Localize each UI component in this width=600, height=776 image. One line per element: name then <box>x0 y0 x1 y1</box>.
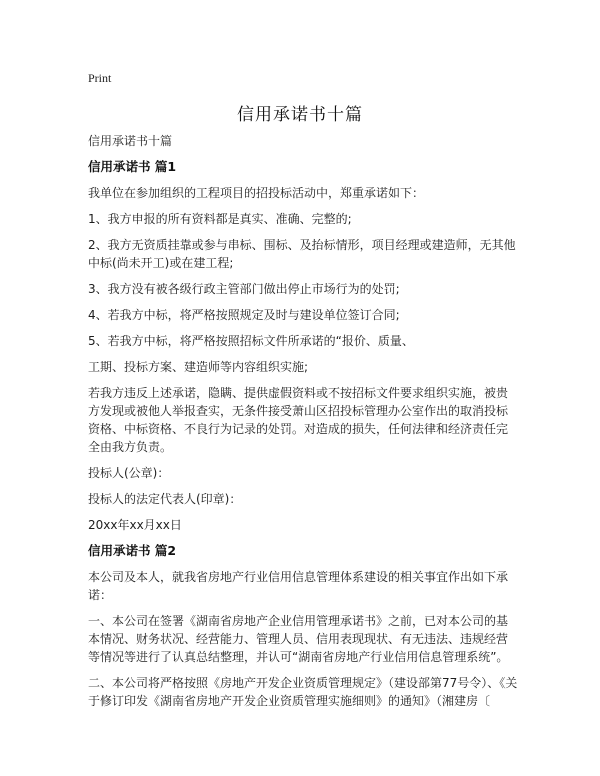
document-subtitle: 信用承诺书十篇 <box>88 134 173 148</box>
document-body <box>88 132 518 718</box>
paragraph: 若我方违反上述承诺，隐瞒、提供虚假资料或不按招标文件要求组织实施，被贵方发现或被他人举报查实，无条件接受萧山区招投标管理办公室作出的取消投标资格、中标资格、不良行为记录的处罚。对造成的损失，任何法律和经济责任完全由我方负责。 <box>88 386 509 454</box>
signature-line: 投标人的法定代表人(印章)： <box>88 492 242 506</box>
section-heading-1: 信用承诺书 篇1 <box>88 159 177 174</box>
list-item: 1、我方申报的所有资料都是真实、准确、完整的; <box>88 212 352 226</box>
list-item: 4、若我方中标，将严格按照规定及时与建设单位签订合同; <box>88 308 400 322</box>
section-heading-2: 信用承诺书 篇2 <box>88 543 177 558</box>
list-item: 3、我方没有被各级行政主管部门做出停止市场行为的处罚; <box>88 282 400 296</box>
date-line: 20xx年xx月xx日 <box>88 518 182 532</box>
signature-line: 投标人(公章)： <box>88 466 170 480</box>
paragraph: 我单位在参加组织的工程项目的招投标活动中，郑重承诺如下： <box>88 186 425 200</box>
list-item: 一、本公司在签署《湖南省房地产企业信用管理承诺书》之前，已对本公司的基本情况、财务状况、经营能力、管理人员、信用表现现状、有无违法、违规经营等情况等进行了认真总结整理，并认可“湖南省房地产行业信用信息管理系统”。 <box>88 614 509 664</box>
list-item: 5、若我方中标，将严格按照招标文件所承诺的“报价、质量、 <box>88 334 414 348</box>
list-item: 工期、投标方案、建造师等内容组织实施; <box>88 360 309 374</box>
list-item: 二、本公司将严格按照《房地产开发企业资质管理规定》（建设部第77号令）、《关于修订印发《湖南省房地产开发企业资质管理实施细则》的通知》（湘建房〔 <box>88 676 518 708</box>
paragraph: 本公司及本人，就我省房地产行业信用信息管理体系建设的相关事宜作出如下承诺： <box>88 570 509 602</box>
print-label: Print <box>88 71 112 85</box>
list-item: 2、我方无资质挂靠或参与串标、围标、及抬标情形，项目经理或建造师，无其他中标(尚未开工)或在建工程; <box>88 238 516 270</box>
document-title: 信用承诺书十篇 <box>237 105 363 125</box>
